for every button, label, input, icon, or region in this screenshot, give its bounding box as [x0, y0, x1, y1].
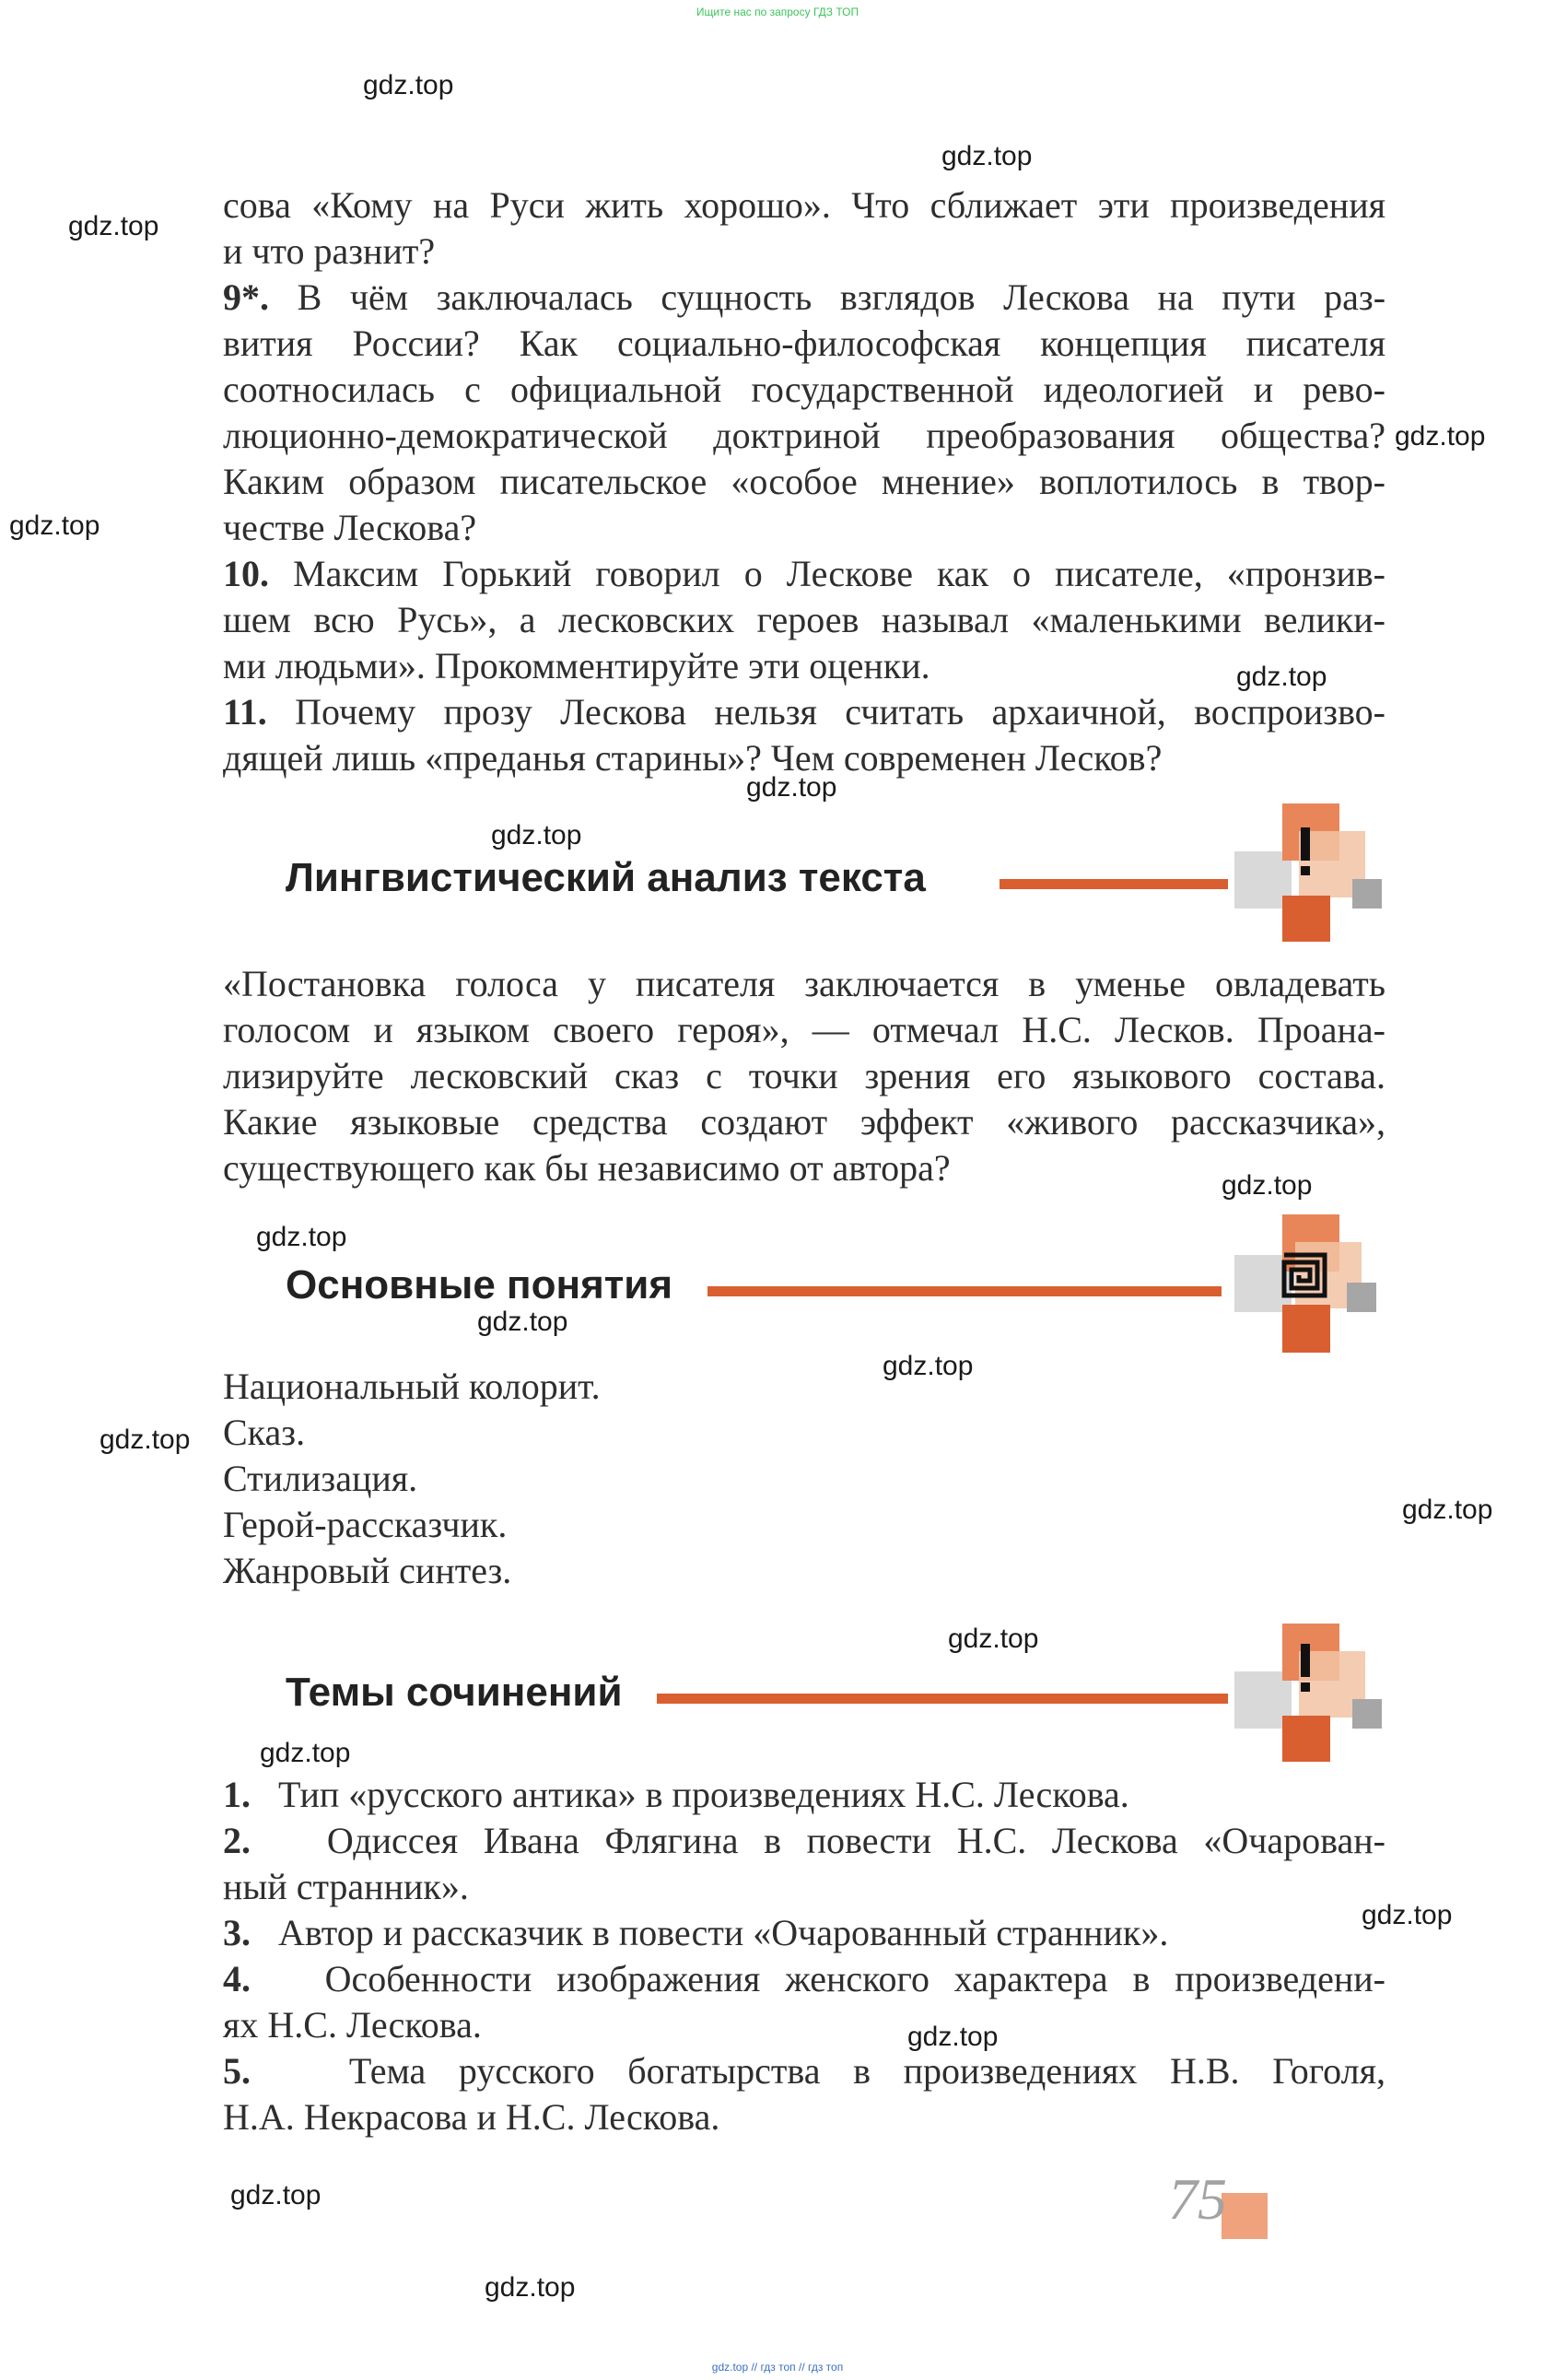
question-line: честве Лескова? [223, 507, 477, 548]
exclamation-icon [1234, 803, 1382, 942]
watermark[interactable]: gdz.top [1236, 662, 1327, 692]
page-number-square [1222, 2193, 1268, 2239]
question-line: и что разнит? [223, 230, 436, 272]
watermark[interactable]: gdz.top [363, 70, 454, 100]
watermark[interactable]: gdz.top [907, 2022, 999, 2052]
task-line: голосом и языком своего героя», — отмечал Н.С. Лесков. Проана- [223, 1009, 1385, 1050]
section-heading-concepts: Основные понятия [286, 1262, 673, 1307]
concept-item: Национальный колорит. [223, 1366, 601, 1407]
theme-item: 4. Особенности изображения женского характера в произведени- [223, 1958, 1386, 1999]
watermark[interactable]: gdz.top [230, 2180, 322, 2210]
linguistic-task [223, 961, 1385, 1191]
theme-item: 5. Тема русского богатырства в произведениях Н.В. Гоголя, [223, 2050, 1386, 2092]
question-line: дящей лишь «преданья старины»? Чем современен Лесков? [223, 737, 1163, 779]
concept-item: Сказ. [223, 1412, 306, 1453]
question-number: 11. [223, 691, 267, 733]
watermark[interactable]: gdz.top [746, 772, 837, 803]
question-line: ми людьми». Прокомментируйте эти оценки. [223, 645, 930, 686]
task-line: лизируйте лесковский сказ с точки зрения его языкового состава. [223, 1055, 1385, 1096]
concept-item: Жанровый синтез. [223, 1550, 512, 1591]
watermark[interactable]: gdz.top [9, 510, 100, 541]
watermark[interactable]: gdz.top [883, 1351, 974, 1381]
watermark[interactable]: gdz.top [941, 141, 1033, 171]
task-line: Какие языковые средства создают эффект «живого рассказчика», [223, 1101, 1385, 1143]
heading-rule [707, 1286, 1222, 1296]
question-line: люционно-демократической доктриной преобразования общества? [223, 415, 1385, 456]
question-10: 10. Максим Горький говорил о Лескове как о писателе, «пронзив- [223, 553, 1385, 594]
watermark[interactable]: gdz.top [1222, 1170, 1313, 1201]
watermark[interactable]: gdz.top [99, 1424, 191, 1455]
question-number: 9*. [223, 276, 269, 318]
section-heading-themes: Темы сочинений [286, 1670, 623, 1715]
watermark[interactable]: gdz.top [68, 211, 159, 241]
question-line: соотносилась с официальной государственной идеологией и рево- [223, 369, 1385, 410]
theme-item: 3. Автор и рассказчик в повести «Очарованный странник». [223, 1912, 1169, 1953]
task-line: «Постановка голоса у писателя заключается в уменье овладевать [223, 963, 1385, 1004]
questions-block [223, 182, 1385, 781]
heading-rule [1000, 879, 1228, 889]
watermark[interactable]: gdz.top [1402, 1495, 1493, 1525]
watermark[interactable]: gdz.top [948, 1624, 1039, 1654]
question-line: вития России? Как социально-философская концепция писателя [223, 322, 1385, 364]
theme-line: ный странник». [223, 1866, 469, 1907]
spiral-icon [1234, 1214, 1382, 1353]
question-line: Каким образом писательское «особое мнение» воплотилось в твор- [223, 461, 1385, 502]
page-number: 75 [1168, 2166, 1227, 2232]
concepts-list [223, 1364, 1385, 1594]
theme-item: 2. Одиссея Ивана Флягина в повести Н.С. Лескова «Очарован- [223, 1820, 1385, 1861]
watermark[interactable]: gdz.top [260, 1738, 351, 1768]
watermark[interactable]: gdz.top [256, 1222, 347, 1252]
question-11: 11. Почему прозу Лескова нельзя считать архаичной, воспроизво- [223, 691, 1386, 733]
spiral-glyph [1280, 1251, 1328, 1299]
watermark[interactable]: gdz.top [491, 820, 582, 850]
task-line: существующего как бы независимо от автора? [223, 1147, 951, 1189]
question-line: шем всю Русь», а лесковских героев называл «маленькими велики- [223, 599, 1385, 640]
theme-item: 1. Тип «русского антика» в произведениях Н.С. Лескова. [223, 1774, 1129, 1815]
concept-item: Стилизация. [223, 1458, 418, 1499]
concept-item: Герой-рассказчик. [223, 1504, 508, 1545]
watermark[interactable]: gdz.top [1362, 1900, 1453, 1930]
header-note: Ищите нас по запросу ГДЗ ТОП [696, 6, 859, 18]
question-number: 10. [223, 553, 269, 594]
watermark[interactable]: gdz.top [485, 2272, 576, 2303]
theme-line: Н.А. Некрасова и Н.С. Лескова. [223, 2096, 720, 2138]
watermark[interactable]: gdz.top [1395, 421, 1486, 451]
footer-note[interactable]: gdz.top // гдз топ // гдз топ [711, 2361, 844, 2374]
theme-line: ях Н.С. Лескова. [223, 2004, 482, 2046]
question-line: сова «Кому на Руси жить хорошо». Что сближает эти произведения [223, 184, 1385, 226]
watermark[interactable]: gdz.top [477, 1307, 568, 1337]
question-9: 9*. В чём заключалась сущность взглядов Лескова на пути раз- [223, 276, 1386, 318]
exclamation-icon [1234, 1624, 1382, 1762]
heading-rule [657, 1694, 1228, 1704]
section-heading-linguistic: Лингвистический анализ текста [286, 855, 926, 900]
themes-list [223, 1772, 1385, 2140]
